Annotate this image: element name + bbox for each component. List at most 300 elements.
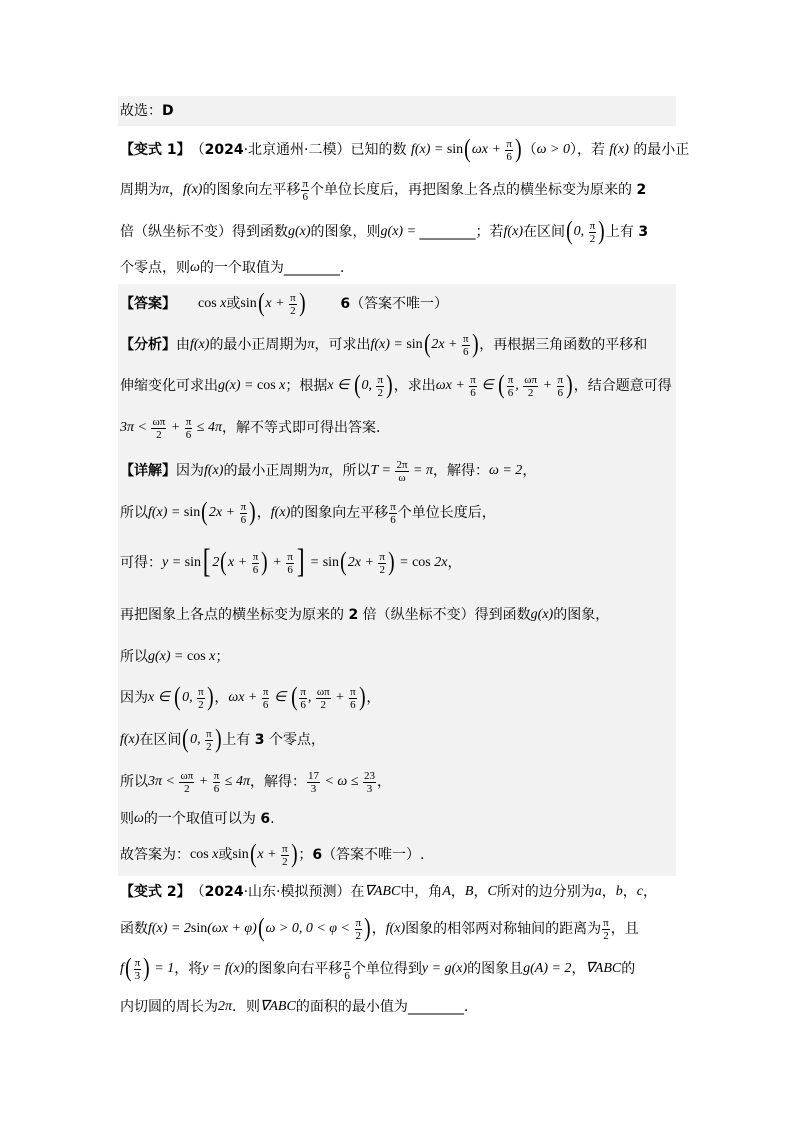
fraction-numerator: π bbox=[206, 727, 212, 740]
fraction bbox=[134, 957, 142, 982]
math-expression: 3π < bbox=[120, 420, 151, 435]
text-run: 的面积的最小值为________. bbox=[295, 999, 469, 1015]
bracket: ( bbox=[257, 288, 265, 317]
fraction-numerator: π bbox=[240, 500, 247, 513]
fraction-denominator: 6 bbox=[252, 563, 259, 576]
fraction-denominator: 6 bbox=[185, 428, 192, 441]
fraction bbox=[299, 686, 307, 711]
text-run: ； bbox=[215, 649, 230, 665]
text-run: ， bbox=[214, 690, 229, 706]
math-expression: ≤ 4π bbox=[221, 774, 250, 789]
bracket: ) bbox=[471, 329, 479, 358]
math-function: cos bbox=[187, 649, 206, 664]
fraction bbox=[602, 917, 610, 942]
math-expression: g(A) = 2 bbox=[523, 961, 572, 976]
fraction bbox=[316, 686, 331, 711]
text-run: ，解不等式即可得出答案. bbox=[221, 420, 381, 436]
math-expression: ∇ABC bbox=[364, 884, 401, 899]
bracket: ( bbox=[124, 953, 132, 982]
variant1-question-line-4 bbox=[120, 248, 344, 288]
text-run: ， bbox=[366, 690, 381, 706]
text-run: ， bbox=[169, 182, 184, 198]
text-run: 个单位长度后，再把图象上各点的横坐标变为原来的 bbox=[310, 182, 637, 198]
bold-run: 【变式 1】 bbox=[120, 142, 191, 158]
math-expression: 2x bbox=[430, 555, 448, 570]
bracket: ) bbox=[206, 682, 214, 711]
bracket: ( bbox=[340, 547, 347, 576]
math-expression: ωx + bbox=[471, 142, 505, 157]
bracket: ) bbox=[386, 370, 393, 399]
text-run: 的最小正周期为 bbox=[209, 337, 308, 353]
solution-line-5 bbox=[120, 637, 229, 677]
fraction-numerator: π bbox=[379, 550, 385, 563]
bold-run: 【分析】 bbox=[120, 337, 176, 353]
text-run: ；根据 bbox=[285, 378, 328, 394]
math-expression: f(x) = bbox=[370, 337, 407, 352]
solution-line-2 bbox=[120, 493, 496, 533]
fraction-denominator: 6 bbox=[262, 698, 269, 711]
fraction-numerator: π bbox=[185, 415, 192, 428]
solution-line-6 bbox=[120, 678, 380, 718]
final-answer-line bbox=[120, 835, 425, 875]
text-run: ， bbox=[473, 884, 488, 900]
math-expression: 0, bbox=[182, 690, 197, 705]
fraction-numerator: π bbox=[282, 842, 288, 855]
math-expression: = 1 bbox=[150, 961, 175, 976]
math-expression: + bbox=[195, 774, 212, 789]
bracket: ) bbox=[249, 497, 256, 526]
fraction bbox=[507, 374, 515, 399]
fraction-denominator: 6 bbox=[287, 563, 293, 576]
text-run: ．则 bbox=[232, 999, 261, 1015]
math-function: sin bbox=[232, 847, 249, 862]
math-expression: = bbox=[395, 555, 413, 570]
fraction-denominator: 2 bbox=[282, 855, 288, 868]
fraction-denominator: 2 bbox=[377, 386, 384, 399]
math-expression: ω bbox=[190, 260, 200, 275]
fraction-numerator: π bbox=[355, 916, 362, 929]
math-expression: 0, bbox=[361, 378, 376, 393]
text-run: 可得： bbox=[120, 555, 162, 571]
variant2-question-line-2 bbox=[120, 909, 639, 949]
math-expression: 2x + bbox=[208, 505, 239, 520]
fraction-denominator: 6 bbox=[470, 386, 476, 399]
fraction-numerator: π bbox=[390, 500, 396, 513]
text-run: 的图象，则 bbox=[310, 224, 381, 240]
variant1-question-line-3 bbox=[120, 212, 648, 252]
solution-line-8 bbox=[120, 762, 391, 802]
text-run: ，将 bbox=[174, 961, 203, 977]
fraction-denominator: 3 bbox=[310, 782, 317, 795]
text-run: ， bbox=[571, 961, 586, 977]
text-run: 的图象向左平移 bbox=[202, 182, 301, 198]
bracket: ( bbox=[257, 913, 265, 942]
variant1-question-line-1 bbox=[120, 130, 689, 170]
text-run: （ bbox=[190, 884, 205, 900]
text-run: 由 bbox=[176, 337, 190, 353]
fraction-denominator: 2 bbox=[320, 698, 327, 711]
bracket: ) bbox=[214, 724, 222, 753]
fraction-denominator: 2 bbox=[198, 698, 204, 711]
math-expression: f(x) bbox=[503, 224, 523, 239]
math-expression: ∈ bbox=[270, 690, 290, 705]
fraction-denominator: 2 bbox=[290, 304, 296, 317]
math-expression: ω bbox=[134, 811, 144, 826]
bracket: ( bbox=[182, 724, 190, 753]
fraction-denominator: 6 bbox=[507, 386, 514, 399]
fraction-numerator: ωπ bbox=[152, 415, 166, 428]
fraction-denominator: 3 bbox=[366, 782, 373, 795]
fraction bbox=[262, 686, 270, 711]
analysis-line-1 bbox=[120, 325, 647, 365]
fraction-numerator: π bbox=[213, 769, 220, 782]
text-run: 倍（纵坐标不变）得到函数 bbox=[120, 224, 288, 240]
analysis-line-3 bbox=[120, 408, 380, 448]
math-expression: x ∈ bbox=[327, 378, 353, 393]
math-function: sin bbox=[183, 505, 201, 520]
variant1-question-line-2 bbox=[120, 170, 646, 210]
math-function: cos bbox=[412, 555, 431, 570]
fraction-numerator: ωπ bbox=[316, 685, 330, 698]
math-function: sin bbox=[446, 142, 464, 157]
math-expression: 3π < bbox=[148, 774, 179, 789]
fraction-denominator: 2 bbox=[206, 740, 212, 753]
variant2-question-line-3 bbox=[120, 949, 635, 989]
bracket: ( bbox=[353, 370, 361, 399]
text-run: 个零点，则 bbox=[120, 260, 190, 276]
fraction bbox=[589, 220, 597, 245]
math-expression: x bbox=[208, 847, 219, 862]
text-run: ，结合题意可得 bbox=[573, 378, 672, 394]
fraction bbox=[286, 551, 294, 576]
fraction bbox=[378, 551, 386, 576]
fraction-numerator: π bbox=[377, 373, 384, 386]
bracket: ( bbox=[566, 216, 573, 245]
fraction-numerator: π bbox=[300, 685, 306, 698]
text-run: 中，角 bbox=[400, 884, 443, 900]
math-expression: g(x) bbox=[530, 607, 554, 622]
text-run: 所以 bbox=[120, 774, 148, 790]
math-expression: < ω ≤ bbox=[320, 774, 362, 789]
bold-run: 【详解】 bbox=[120, 463, 176, 479]
math-expression: π bbox=[321, 463, 329, 478]
fraction bbox=[395, 459, 408, 484]
math-expression: = π bbox=[409, 463, 433, 478]
fraction-numerator: π bbox=[557, 373, 564, 386]
math-expression: g(x) = bbox=[380, 224, 420, 239]
text-run: ， bbox=[522, 463, 537, 479]
fraction-denominator: 3 bbox=[134, 969, 141, 982]
text-run: （ bbox=[522, 142, 537, 158]
math-function: cos bbox=[257, 378, 276, 393]
text-run: ，所以 bbox=[328, 463, 371, 479]
fraction-denominator: ω bbox=[398, 471, 406, 484]
fraction bbox=[185, 416, 193, 441]
bold-run: 6 bbox=[312, 847, 323, 863]
fraction-denominator: 2 bbox=[355, 929, 362, 942]
bracket: ) bbox=[598, 216, 605, 245]
math-expression: x + bbox=[257, 847, 281, 862]
fraction bbox=[281, 843, 289, 868]
solution-line-4 bbox=[120, 595, 609, 635]
bracket: ) bbox=[358, 682, 366, 711]
text-run: 周期为 bbox=[120, 182, 162, 198]
fraction-numerator: ωπ bbox=[180, 769, 194, 782]
text-run: ，解得： bbox=[249, 774, 306, 790]
bold-run: 2 bbox=[636, 182, 647, 198]
math-expression: 2 bbox=[212, 555, 220, 570]
fraction-denominator: 6 bbox=[390, 513, 396, 526]
math-expression: (ωx + φ) bbox=[207, 921, 257, 936]
math-expression: y = bbox=[162, 555, 185, 570]
math-expression: f(x) bbox=[385, 921, 406, 936]
math-expression: + bbox=[167, 420, 184, 435]
solution-line-7 bbox=[120, 720, 325, 760]
fraction-numerator: π bbox=[463, 332, 469, 345]
bold-run: 2 bbox=[348, 607, 359, 623]
bracket: ) bbox=[364, 913, 371, 942]
large-bracket: [ bbox=[202, 542, 211, 580]
math-expression: x bbox=[216, 296, 227, 311]
math-expression: , bbox=[307, 690, 315, 705]
math-expression: A bbox=[442, 884, 451, 899]
large-bracket: ] bbox=[296, 542, 305, 580]
fraction-numerator: π bbox=[252, 550, 259, 563]
fraction-denominator: 6 bbox=[344, 969, 350, 982]
fraction-numerator: π bbox=[287, 550, 293, 563]
text-run: （答案不唯一）. bbox=[322, 847, 425, 863]
text-run: ； bbox=[298, 847, 313, 863]
fraction bbox=[343, 957, 351, 982]
fraction-denominator: 6 bbox=[350, 698, 356, 711]
math-expression: b bbox=[615, 884, 623, 899]
fraction bbox=[505, 138, 513, 163]
text-run: 个单位长度后， bbox=[397, 505, 496, 521]
fraction-denominator: 6 bbox=[557, 386, 564, 399]
math-expression: 2x + bbox=[347, 555, 378, 570]
bracket: ( bbox=[249, 839, 257, 868]
math-expression: y = g(x) bbox=[421, 961, 468, 976]
text-run: ， bbox=[601, 884, 616, 900]
text-run: ，可求出 bbox=[314, 337, 371, 353]
fraction bbox=[151, 416, 166, 441]
fraction bbox=[252, 551, 260, 576]
fraction-numerator: π bbox=[134, 956, 141, 969]
math-expression: π bbox=[162, 182, 170, 197]
text-run: ，且 bbox=[610, 921, 639, 937]
math-expression: y = f(x) bbox=[202, 961, 245, 976]
fraction-numerator: π bbox=[290, 291, 296, 304]
text-run: ·山东·模拟预测）在 bbox=[243, 884, 365, 900]
math-expression: f(x) bbox=[190, 337, 210, 352]
math-function: cos bbox=[198, 296, 217, 311]
text-run: ），若 bbox=[569, 142, 610, 158]
bracket: ( bbox=[174, 682, 182, 711]
math-expression: g(x) bbox=[288, 224, 311, 239]
fraction bbox=[389, 501, 397, 526]
math-expression: f(x) bbox=[270, 505, 291, 520]
math-expression: g(x) = bbox=[148, 649, 187, 664]
math-expression: f(x) = bbox=[410, 142, 447, 157]
fraction bbox=[307, 770, 320, 795]
fraction bbox=[462, 333, 470, 358]
text-run: ， bbox=[371, 921, 386, 937]
math-expression: + bbox=[268, 555, 286, 570]
text-run: 则 bbox=[120, 811, 134, 827]
bold-run: 2024 bbox=[204, 884, 244, 900]
fraction-denominator: 6 bbox=[240, 513, 247, 526]
bracket: ) bbox=[298, 288, 306, 317]
fraction-denominator: 2 bbox=[527, 386, 534, 399]
fraction bbox=[197, 686, 205, 711]
text-run: 所以 bbox=[120, 505, 148, 521]
math-expression: , bbox=[515, 378, 523, 393]
fraction bbox=[349, 686, 357, 711]
math-expression: ≤ 4π bbox=[193, 420, 222, 435]
math-expression: 0, bbox=[190, 732, 205, 747]
text-run: 上有 bbox=[605, 224, 639, 240]
fraction-numerator: 17 bbox=[307, 769, 319, 782]
bold-run: 【变式 2】 bbox=[120, 884, 191, 900]
text-run: 的一个取值可以为 bbox=[143, 811, 261, 827]
math-expression: = bbox=[306, 555, 323, 570]
math-expression: ω > 0, 0 < φ < bbox=[265, 921, 354, 936]
text-run: 内切圆的周长为 bbox=[120, 999, 218, 1015]
fraction bbox=[205, 728, 213, 753]
math-expression: a bbox=[594, 884, 602, 899]
bracket: ( bbox=[498, 370, 505, 399]
bracket: ( bbox=[464, 134, 471, 163]
bracket: ) bbox=[143, 953, 150, 982]
text-run: 的最小正周期为 bbox=[223, 463, 322, 479]
math-function: sin bbox=[190, 921, 208, 936]
text-run: 所以 bbox=[120, 649, 148, 665]
fraction bbox=[240, 501, 248, 526]
math-expression: f(x) bbox=[609, 142, 629, 157]
previous-choice-line bbox=[120, 91, 174, 131]
answer-line bbox=[120, 284, 448, 324]
bracket: ( bbox=[201, 497, 208, 526]
solution-line-9 bbox=[120, 799, 275, 839]
math-expression: g(x) = bbox=[218, 378, 257, 393]
fraction-numerator: 2π bbox=[396, 458, 408, 471]
text-run: ， bbox=[622, 884, 637, 900]
fraction bbox=[469, 374, 477, 399]
text-run: 因为 bbox=[176, 463, 204, 479]
fraction bbox=[355, 917, 363, 942]
math-function: sin bbox=[240, 296, 257, 311]
text-run: ， bbox=[447, 555, 462, 571]
bold-run: 2024 bbox=[204, 142, 244, 158]
math-expression: 2x + bbox=[431, 337, 462, 352]
fraction-numerator: ωπ bbox=[524, 373, 538, 386]
math-expression: x ∈ bbox=[148, 690, 174, 705]
math-expression: 2π bbox=[218, 999, 233, 1014]
fraction-denominator: 6 bbox=[506, 150, 512, 163]
fraction-denominator: 2 bbox=[603, 929, 609, 942]
math-expression: f bbox=[120, 961, 124, 976]
text-run: 函数 bbox=[120, 921, 148, 937]
fraction-numerator: 23 bbox=[364, 769, 375, 782]
math-function: cos bbox=[190, 847, 209, 862]
math-expression: c bbox=[636, 884, 643, 899]
text-run: 所对的边分别为 bbox=[496, 884, 595, 900]
variant2-question-line-4 bbox=[120, 987, 468, 1027]
fraction-numerator: π bbox=[262, 685, 269, 698]
text-run: 再把图象上各点的横坐标变为原来的 bbox=[120, 607, 349, 623]
fraction bbox=[376, 374, 384, 399]
math-expression: ωx + bbox=[435, 378, 469, 393]
fraction bbox=[179, 770, 194, 795]
math-expression: + bbox=[331, 690, 349, 705]
text-run: 在区间 bbox=[522, 224, 565, 240]
analysis-line-2 bbox=[120, 366, 672, 406]
math-expression: f(x) = 2 bbox=[148, 921, 191, 936]
math-expression: f(x) bbox=[183, 182, 203, 197]
text-run: 的最小正 bbox=[628, 142, 690, 158]
text-run: . bbox=[270, 811, 275, 827]
math-expression: ω > 0 bbox=[536, 142, 570, 157]
math-expression: f(x) bbox=[204, 463, 224, 478]
fraction bbox=[301, 178, 309, 203]
math-expression: ∈ bbox=[477, 378, 498, 393]
math-expression: B bbox=[464, 884, 474, 899]
solution-line-1 bbox=[120, 451, 536, 491]
text-run: 的图象向左平移 bbox=[290, 505, 389, 521]
fraction bbox=[523, 374, 538, 399]
fraction-denominator: 2 bbox=[156, 428, 162, 441]
shaded-answer-band-top bbox=[118, 96, 676, 126]
bracket: ) bbox=[566, 370, 573, 399]
text-run: ·北京通州·二模）已知的数 bbox=[243, 142, 411, 158]
fraction-numerator: π bbox=[350, 685, 356, 698]
text-run: （答案不唯一） bbox=[350, 296, 449, 312]
text-run: ，求出 bbox=[393, 378, 436, 394]
fraction-numerator: π bbox=[470, 373, 476, 386]
math-expression: 0, bbox=[573, 224, 588, 239]
bracket: ( bbox=[220, 547, 227, 576]
math-expression: f(x) = bbox=[148, 505, 184, 520]
math-expression: f(x) bbox=[120, 732, 140, 747]
text-run: ， bbox=[643, 884, 657, 900]
fraction-denominator: 6 bbox=[213, 782, 220, 795]
text-run: 或 bbox=[218, 847, 233, 863]
text-run: 的 bbox=[621, 961, 636, 977]
math-expression: ∇ABC bbox=[585, 961, 622, 976]
solution-line-3 bbox=[120, 543, 461, 583]
math-function: sin bbox=[184, 555, 202, 570]
text-run: 个单位得到 bbox=[351, 961, 422, 977]
text-run: ， bbox=[450, 884, 465, 900]
text-run: ，再根据三角函数的平移和 bbox=[479, 337, 648, 353]
variant2-question-line-1 bbox=[120, 872, 657, 912]
math-expression: x + bbox=[265, 296, 289, 311]
text-run: ________；若 bbox=[419, 224, 504, 240]
fraction-numerator: π bbox=[506, 137, 512, 150]
math-expression: C bbox=[487, 884, 497, 899]
bold-run: 3 bbox=[638, 224, 649, 240]
text-run: 的一个取值为________. bbox=[199, 260, 345, 276]
text-run: 图象的相邻两对称轴间的距离为 bbox=[405, 921, 602, 937]
math-expression: + bbox=[539, 378, 556, 393]
fraction bbox=[363, 770, 376, 795]
math-expression: x bbox=[205, 649, 216, 664]
text-run: ，解得： bbox=[432, 463, 489, 479]
text-run: 因为 bbox=[120, 690, 148, 706]
fraction bbox=[557, 374, 565, 399]
math-expression: ωx + bbox=[228, 690, 261, 705]
text-run: 在区间 bbox=[139, 732, 182, 748]
